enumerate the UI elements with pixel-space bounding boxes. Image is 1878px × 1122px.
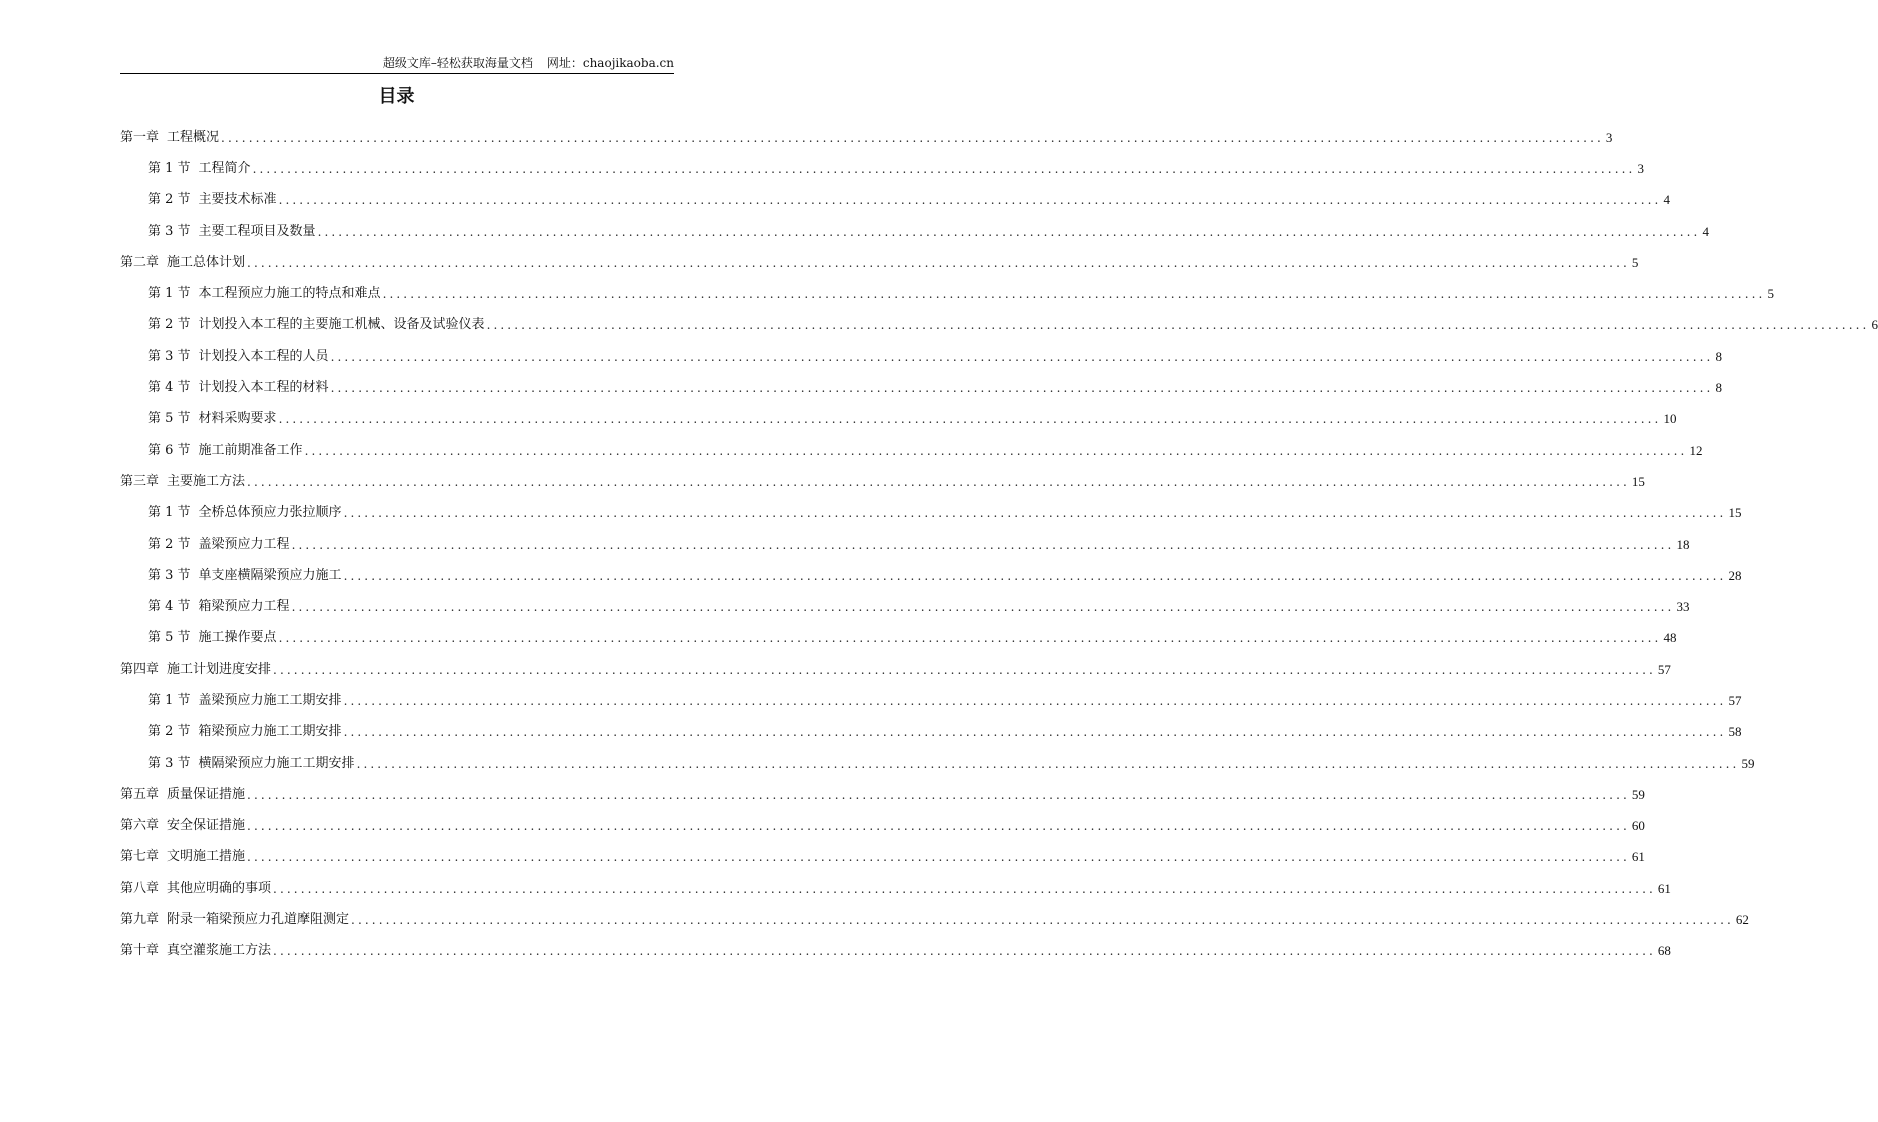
toc-entry-label bbox=[120, 472, 245, 492]
toc-entry-label bbox=[148, 754, 355, 774]
dot-leader: ........................................................................................................................................................................................................ bbox=[317, 224, 1701, 239]
toc-entry-title: 盖梁预应力工程 bbox=[198, 536, 290, 552]
toc-entry-title: 附录一箱梁预应力孔道摩阻测定 bbox=[167, 912, 350, 928]
toc-entry-label bbox=[148, 441, 303, 461]
toc-entry[interactable] bbox=[120, 341, 1722, 372]
toc-entry-page: 3 bbox=[1637, 160, 1644, 176]
toc-entry-page: 61 bbox=[1657, 880, 1671, 896]
toc-entry-title: 横隔梁预应力施工工期安排 bbox=[198, 755, 355, 771]
toc-entry-label bbox=[148, 347, 329, 367]
toc-entry-page: 62 bbox=[1735, 912, 1749, 928]
toc-entry-page: 5 bbox=[1767, 286, 1774, 302]
toc-entry-page: 10 bbox=[1663, 411, 1677, 427]
dot-leader: ........................................................................................................................................................................................................ bbox=[273, 881, 1656, 896]
toc-entry-page: 33 bbox=[1676, 599, 1690, 615]
toc-entry-number: 第六章 bbox=[120, 818, 160, 834]
toc-entry-number: 第 2 节 bbox=[148, 724, 191, 740]
toc-entry[interactable] bbox=[120, 685, 1742, 716]
dot-leader: ........................................................................................................................................................................................................ bbox=[247, 787, 1630, 802]
toc-entry-page: 60 bbox=[1631, 818, 1645, 834]
toc-entry-title: 施工操作要点 bbox=[198, 630, 277, 646]
header-site-text: 超级文库–轻松获取海量文档 bbox=[382, 56, 533, 70]
toc-entry-page: 58 bbox=[1728, 724, 1742, 740]
toc-entry-page: 59 bbox=[1741, 755, 1755, 771]
toc-entry-number: 第 1 节 bbox=[148, 692, 191, 708]
toc-entry-label bbox=[148, 190, 277, 210]
toc-entry-number: 第 1 节 bbox=[148, 160, 191, 176]
toc-entry-page: 15 bbox=[1728, 505, 1742, 521]
toc-entry-number: 第 3 节 bbox=[148, 567, 191, 583]
toc-entry-title: 文明施工措施 bbox=[167, 849, 246, 865]
toc-entry[interactable] bbox=[120, 904, 1749, 935]
toc-entry-label bbox=[120, 847, 245, 867]
toc-entry-label bbox=[148, 159, 251, 179]
dot-leader: ........................................................................................................................................................................................................ bbox=[382, 287, 1766, 302]
dot-leader: ........................................................................................................................................................................................................ bbox=[278, 193, 1662, 208]
page-header bbox=[120, 56, 674, 74]
toc-entry[interactable] bbox=[120, 811, 1645, 842]
toc-entry[interactable] bbox=[120, 498, 1742, 529]
dot-leader: ........................................................................................................................................................................................................ bbox=[304, 443, 1688, 458]
page-title: 目录 bbox=[378, 86, 415, 107]
toc-entry-number: 第 3 节 bbox=[148, 223, 191, 239]
table-of-contents bbox=[120, 122, 1878, 967]
toc-entry-label bbox=[120, 660, 271, 680]
toc-entry-label bbox=[120, 128, 219, 148]
toc-entry-title: 主要施工方法 bbox=[167, 473, 246, 489]
dot-leader: ........................................................................................................................................................................................................ bbox=[343, 693, 1727, 708]
toc-entry[interactable] bbox=[120, 560, 1742, 591]
toc-entry-title: 计划投入本工程的材料 bbox=[198, 380, 329, 396]
toc-entry-page: 59 bbox=[1631, 786, 1645, 802]
dot-leader: ........................................................................................................................................................................................................ bbox=[291, 537, 1675, 552]
toc-entry-number: 第 2 节 bbox=[148, 192, 191, 208]
dot-leader: ........................................................................................................................................................................................................ bbox=[247, 819, 1630, 834]
toc-entry-number: 第 3 节 bbox=[148, 755, 191, 771]
toc-entry-page: 61 bbox=[1631, 849, 1645, 865]
toc-entry-title: 计划投入本工程的主要施工机械、设备及试验仪表 bbox=[198, 317, 485, 333]
toc-entry-title: 工程概况 bbox=[167, 129, 220, 145]
toc-entry-title: 材料采购要求 bbox=[198, 411, 277, 427]
toc-entry-page: 8 bbox=[1715, 348, 1722, 364]
toc-entry[interactable] bbox=[120, 717, 1742, 748]
toc-entry[interactable] bbox=[120, 404, 1677, 435]
toc-entry-number: 第四章 bbox=[120, 661, 160, 677]
toc-entry-page: 15 bbox=[1631, 473, 1645, 489]
dot-leader: ........................................................................................................................................................................................................ bbox=[247, 474, 1630, 489]
toc-entry-title: 工程简介 bbox=[198, 160, 251, 176]
toc-entry[interactable] bbox=[120, 842, 1645, 873]
dot-leader: ........................................................................................................................................................................................................ bbox=[247, 850, 1630, 865]
dot-leader: ........................................................................................................................................................................................................ bbox=[351, 913, 1734, 928]
toc-entry-number: 第十章 bbox=[120, 943, 160, 959]
toc-entry-title: 计划投入本工程的人员 bbox=[198, 348, 329, 364]
toc-entry-label bbox=[148, 315, 485, 335]
toc-entry-number: 第 2 节 bbox=[148, 317, 191, 333]
toc-entry-title: 真空灌浆施工方法 bbox=[167, 943, 272, 959]
dot-leader: ........................................................................................................................................................................................................ bbox=[252, 161, 1636, 176]
dot-leader: ........................................................................................................................................................................................................ bbox=[343, 506, 1727, 521]
toc-entry-label bbox=[120, 879, 271, 899]
dot-leader: ........................................................................................................................................................................................................ bbox=[330, 349, 1714, 364]
toc-entry[interactable] bbox=[120, 216, 1709, 247]
toc-entry-page: 4 bbox=[1702, 223, 1709, 239]
dot-leader: ........................................................................................................................................................................................................ bbox=[330, 381, 1714, 396]
toc-entry-label bbox=[120, 910, 349, 930]
toc-entry-number: 第 5 节 bbox=[148, 411, 191, 427]
dot-leader: ........................................................................................................................................................................................................ bbox=[291, 600, 1675, 615]
toc-entry-number: 第 4 节 bbox=[148, 380, 191, 396]
toc-entry[interactable] bbox=[120, 529, 1690, 560]
toc-entry[interactable] bbox=[120, 310, 1878, 341]
toc-entry-title: 施工计划进度安排 bbox=[167, 661, 272, 677]
toc-entry-title: 施工前期准备工作 bbox=[198, 442, 303, 458]
toc-entry-page: 3 bbox=[1605, 129, 1613, 145]
toc-entry-label bbox=[148, 284, 381, 304]
toc-entry-title: 其他应明确的事项 bbox=[167, 880, 272, 896]
toc-entry-number: 第八章 bbox=[120, 880, 160, 896]
toc-entry-label bbox=[148, 378, 329, 398]
toc-entry-page: 57 bbox=[1657, 661, 1671, 677]
toc-entry-number: 第 6 节 bbox=[148, 442, 191, 458]
toc-entry-number: 第 3 节 bbox=[148, 348, 191, 364]
toc-entry-label bbox=[148, 691, 342, 711]
toc-entry-title: 单支座横隔梁预应力施工 bbox=[198, 567, 342, 583]
toc-entry-label bbox=[148, 722, 342, 742]
toc-entry-label bbox=[120, 816, 245, 836]
toc-entry[interactable] bbox=[120, 654, 1671, 685]
toc-entry-label bbox=[148, 535, 290, 555]
toc-entry[interactable] bbox=[120, 247, 1639, 278]
toc-entry[interactable] bbox=[120, 873, 1671, 904]
toc-entry-number: 第三章 bbox=[120, 473, 160, 489]
dot-leader: ........................................................................................................................................................................................................ bbox=[343, 725, 1727, 740]
toc-entry-page: 6 bbox=[1871, 317, 1878, 333]
toc-entry-number: 第 1 节 bbox=[148, 286, 191, 302]
toc-entry-label bbox=[148, 222, 316, 242]
toc-entry-page: 68 bbox=[1657, 943, 1671, 959]
toc-entry[interactable] bbox=[120, 748, 1755, 779]
dot-leader: ........................................................................................................................................................................................................ bbox=[486, 318, 1870, 333]
dot-leader: ........................................................................................................................................................................................................ bbox=[356, 756, 1740, 771]
toc-entry[interactable] bbox=[120, 779, 1645, 810]
toc-entry-title: 主要技术标准 bbox=[198, 192, 277, 208]
toc-entry-title: 质量保证措施 bbox=[167, 786, 246, 802]
toc-entry[interactable] bbox=[120, 278, 1774, 309]
toc-entry-title: 全桥总体预应力张拉顺序 bbox=[198, 505, 342, 521]
toc-entry-number: 第 4 节 bbox=[148, 599, 191, 615]
toc-entry-label bbox=[148, 503, 342, 523]
toc-entry[interactable] bbox=[120, 936, 1671, 967]
toc-entry-title: 主要工程项目及数量 bbox=[198, 223, 316, 239]
toc-entry-number: 第 1 节 bbox=[148, 505, 191, 521]
dot-leader: ........................................................................................................................................................................................................ bbox=[221, 130, 1604, 145]
toc-entry-label bbox=[148, 409, 277, 429]
toc-entry[interactable] bbox=[120, 435, 1703, 466]
dot-leader: ........................................................................................................................................................................................................ bbox=[278, 631, 1662, 646]
toc-entry[interactable] bbox=[120, 591, 1690, 622]
dot-leader: ........................................................................................................................................................................................................ bbox=[343, 568, 1727, 583]
toc-entry-page: 18 bbox=[1676, 536, 1690, 552]
toc-entry-title: 安全保证措施 bbox=[167, 818, 246, 834]
toc-entry-page: 5 bbox=[1631, 254, 1639, 270]
toc-entry-title: 施工总体计划 bbox=[167, 254, 246, 270]
toc-entry-page: 12 bbox=[1689, 442, 1703, 458]
dot-leader: ........................................................................................................................................................................................................ bbox=[278, 412, 1662, 427]
toc-entry-page: 57 bbox=[1728, 692, 1742, 708]
toc-entry-page: 4 bbox=[1663, 192, 1670, 208]
toc-entry-label bbox=[120, 785, 245, 805]
toc-entry-label bbox=[148, 628, 277, 648]
toc-entry-title: 箱梁预应力工程 bbox=[198, 599, 290, 615]
toc-entry-page: 48 bbox=[1663, 630, 1677, 646]
toc-entry-title: 箱梁预应力施工工期安排 bbox=[198, 724, 342, 740]
toc-entry-page: 8 bbox=[1715, 380, 1722, 396]
toc-entry[interactable] bbox=[120, 122, 1613, 153]
toc-entry[interactable] bbox=[120, 466, 1645, 497]
toc-entry-title: 本工程预应力施工的特点和难点 bbox=[198, 286, 381, 302]
toc-entry[interactable] bbox=[120, 185, 1670, 216]
header-url-text: 网址：chaojikaoba.cn bbox=[546, 56, 674, 70]
dot-leader: ........................................................................................................................................................................................................ bbox=[273, 944, 1656, 959]
toc-entry[interactable] bbox=[120, 372, 1722, 403]
toc-entry-number: 第九章 bbox=[120, 912, 160, 928]
toc-entry-label bbox=[148, 566, 342, 586]
toc-entry-number: 第五章 bbox=[120, 786, 160, 802]
toc-entry-number: 第七章 bbox=[120, 849, 160, 865]
toc-entry-label bbox=[120, 941, 271, 961]
toc-entry[interactable] bbox=[120, 153, 1644, 184]
toc-entry-label bbox=[148, 597, 290, 617]
toc-entry-label bbox=[120, 253, 245, 273]
toc-entry[interactable] bbox=[120, 623, 1677, 654]
toc-entry-number: 第 2 节 bbox=[148, 536, 191, 552]
toc-entry-page: 28 bbox=[1728, 567, 1742, 583]
toc-entry-number: 第一章 bbox=[120, 129, 160, 145]
dot-leader: ........................................................................................................................................................................................................ bbox=[247, 255, 1630, 270]
toc-entry-number: 第 5 节 bbox=[148, 630, 191, 646]
toc-entry-number: 第二章 bbox=[120, 254, 160, 270]
toc-entry-title: 盖梁预应力施工工期安排 bbox=[198, 692, 342, 708]
dot-leader: ........................................................................................................................................................................................................ bbox=[273, 662, 1656, 677]
